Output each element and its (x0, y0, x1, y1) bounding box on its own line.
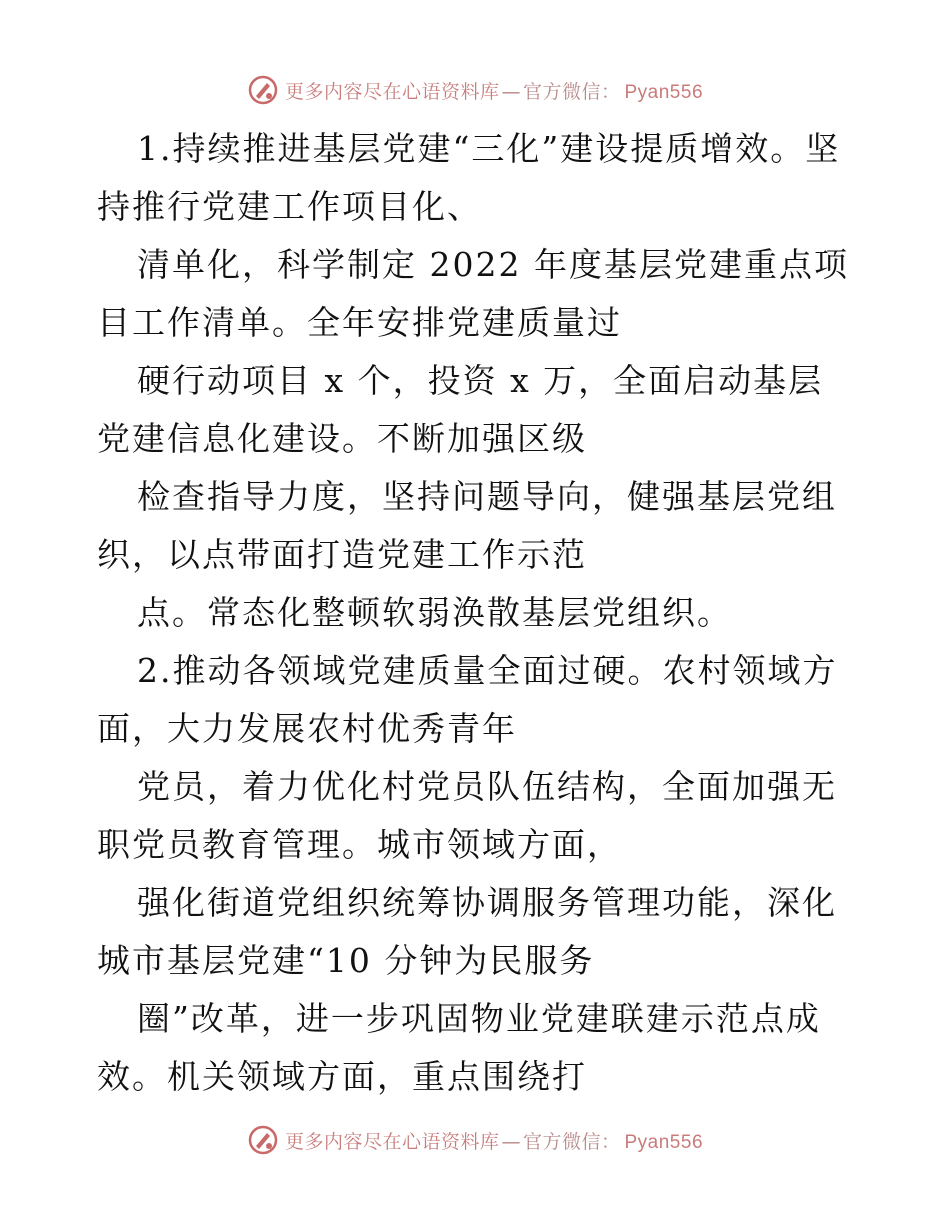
watermark-main: 更多内容尽在心语资料库 (284, 80, 500, 103)
paragraph-6: 2.推动各领域党建质量全面过硬。农村领域方面，大力发展农村优秀青年 (97, 651, 838, 748)
paragraph-9: 圈”改革，进一步巩固物业党建联建示范点成效。机关领域方面，重点围绕打 (97, 999, 821, 1096)
document-body (97, 120, 857, 1106)
watermark-id: Pyan556 (624, 81, 704, 103)
watermark-main: 更多内容尽在心语资料库 (284, 1130, 500, 1153)
watermark-text (285, 1127, 703, 1154)
watermark-id: Pyan556 (624, 1131, 704, 1153)
paragraph-5: 点。常态化整顿软弱涣散基层党组织。 (137, 593, 732, 632)
paragraph-4: 检查指导力度，坚持问题导向，健强基层党组织，以点带面打造党建工作示范 (97, 477, 837, 574)
paragraph-7: 党员，着力优化村党员队伍结构，全面加强无职党员教育管理。城市领域方面， (97, 767, 837, 864)
paragraph-8: 强化街道党组织统筹协调服务管理功能，深化城市基层党建“10 分钟为民服务 (97, 883, 837, 980)
header-watermark (0, 70, 950, 110)
paragraph-3: 硬行动项目 x 个，投资 x 万，全面启动基层党建信息化建设。不断加强区级 (97, 361, 824, 458)
watermark-separator: — (501, 80, 521, 103)
watermark-contact: 官方微信： (522, 1130, 621, 1153)
paragraph-2: 清单化，科学制定 2022 年度基层党建重点项目工作清单。全年安排党建质量过 (97, 245, 849, 342)
watermark-contact: 官方微信： (522, 80, 621, 103)
paragraph-1: 1.持续推进基层党建“三化”建设提质增效。坚持推行党建工作项目化、 (97, 129, 841, 226)
pen-seal-icon (247, 1124, 279, 1156)
watermark-text (285, 77, 703, 104)
watermark-separator: — (501, 1130, 521, 1153)
pen-seal-icon (247, 74, 279, 106)
footer-watermark (0, 1120, 950, 1160)
